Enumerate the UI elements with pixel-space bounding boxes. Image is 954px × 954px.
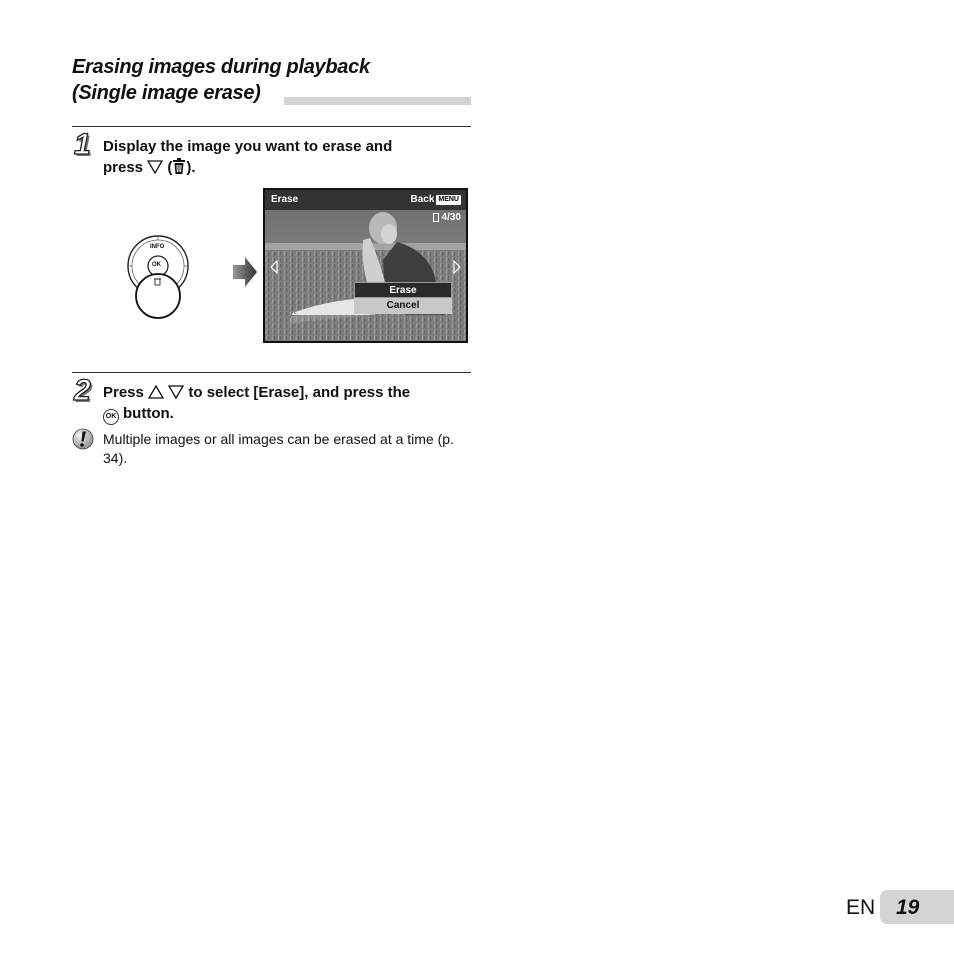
step-2-rule bbox=[72, 372, 471, 373]
ok-button-icon: OK bbox=[103, 409, 119, 425]
step-2-text bbox=[103, 382, 463, 425]
next-image-icon bbox=[452, 260, 462, 274]
language-label: EN bbox=[846, 896, 876, 919]
trash-icon bbox=[172, 157, 186, 175]
page-number: 19 bbox=[896, 896, 920, 919]
screen-image-counter bbox=[433, 212, 461, 223]
screen-back-indicator bbox=[410, 194, 461, 205]
section-title-line-1: Erasing images during playback bbox=[72, 56, 370, 78]
screen-erase-title: Erase bbox=[271, 194, 299, 205]
menu-item-erase[interactable]: Erase bbox=[354, 282, 452, 298]
note-text: Multiple images or all images can be erased at a time (p. 34). bbox=[103, 431, 454, 466]
step-2-text-b: to select [Erase], and press the bbox=[188, 384, 411, 401]
step-1-text bbox=[103, 136, 463, 178]
step-1-number: 1 bbox=[74, 128, 91, 161]
dial-info-label: INFO bbox=[150, 244, 165, 250]
screen-back-label: Back bbox=[410, 194, 435, 205]
section-title-line-2: (Single image erase) bbox=[72, 82, 261, 104]
memory-card-icon bbox=[433, 213, 439, 222]
down-triangle-icon bbox=[147, 160, 163, 174]
step-1-rule bbox=[72, 126, 471, 127]
menu-badge-icon: MENU bbox=[438, 195, 459, 203]
exclamation-icon bbox=[72, 428, 94, 450]
step-1-text-b: press bbox=[103, 159, 144, 176]
previous-image-icon bbox=[269, 260, 279, 274]
camera-screen bbox=[263, 188, 468, 343]
right-arrow-icon bbox=[233, 256, 257, 288]
up-triangle-icon bbox=[148, 385, 164, 399]
down-triangle-icon bbox=[168, 385, 184, 399]
erase-menu bbox=[354, 282, 452, 318]
step-2-text-a: Press bbox=[103, 384, 144, 401]
dial-ok-label: OK bbox=[152, 262, 161, 268]
step-1-text-c: ( bbox=[167, 159, 173, 176]
step-2-number: 2 bbox=[74, 374, 91, 407]
step-1-text-d: ). bbox=[186, 159, 196, 176]
step-1-text-a: Display the image you want to erase and bbox=[103, 138, 393, 155]
screen-counter-value: 4/30 bbox=[441, 212, 461, 223]
title-underline-bar bbox=[284, 97, 471, 105]
menu-item-cancel[interactable]: Cancel bbox=[354, 298, 452, 314]
step-2-text-c: button. bbox=[123, 405, 174, 422]
